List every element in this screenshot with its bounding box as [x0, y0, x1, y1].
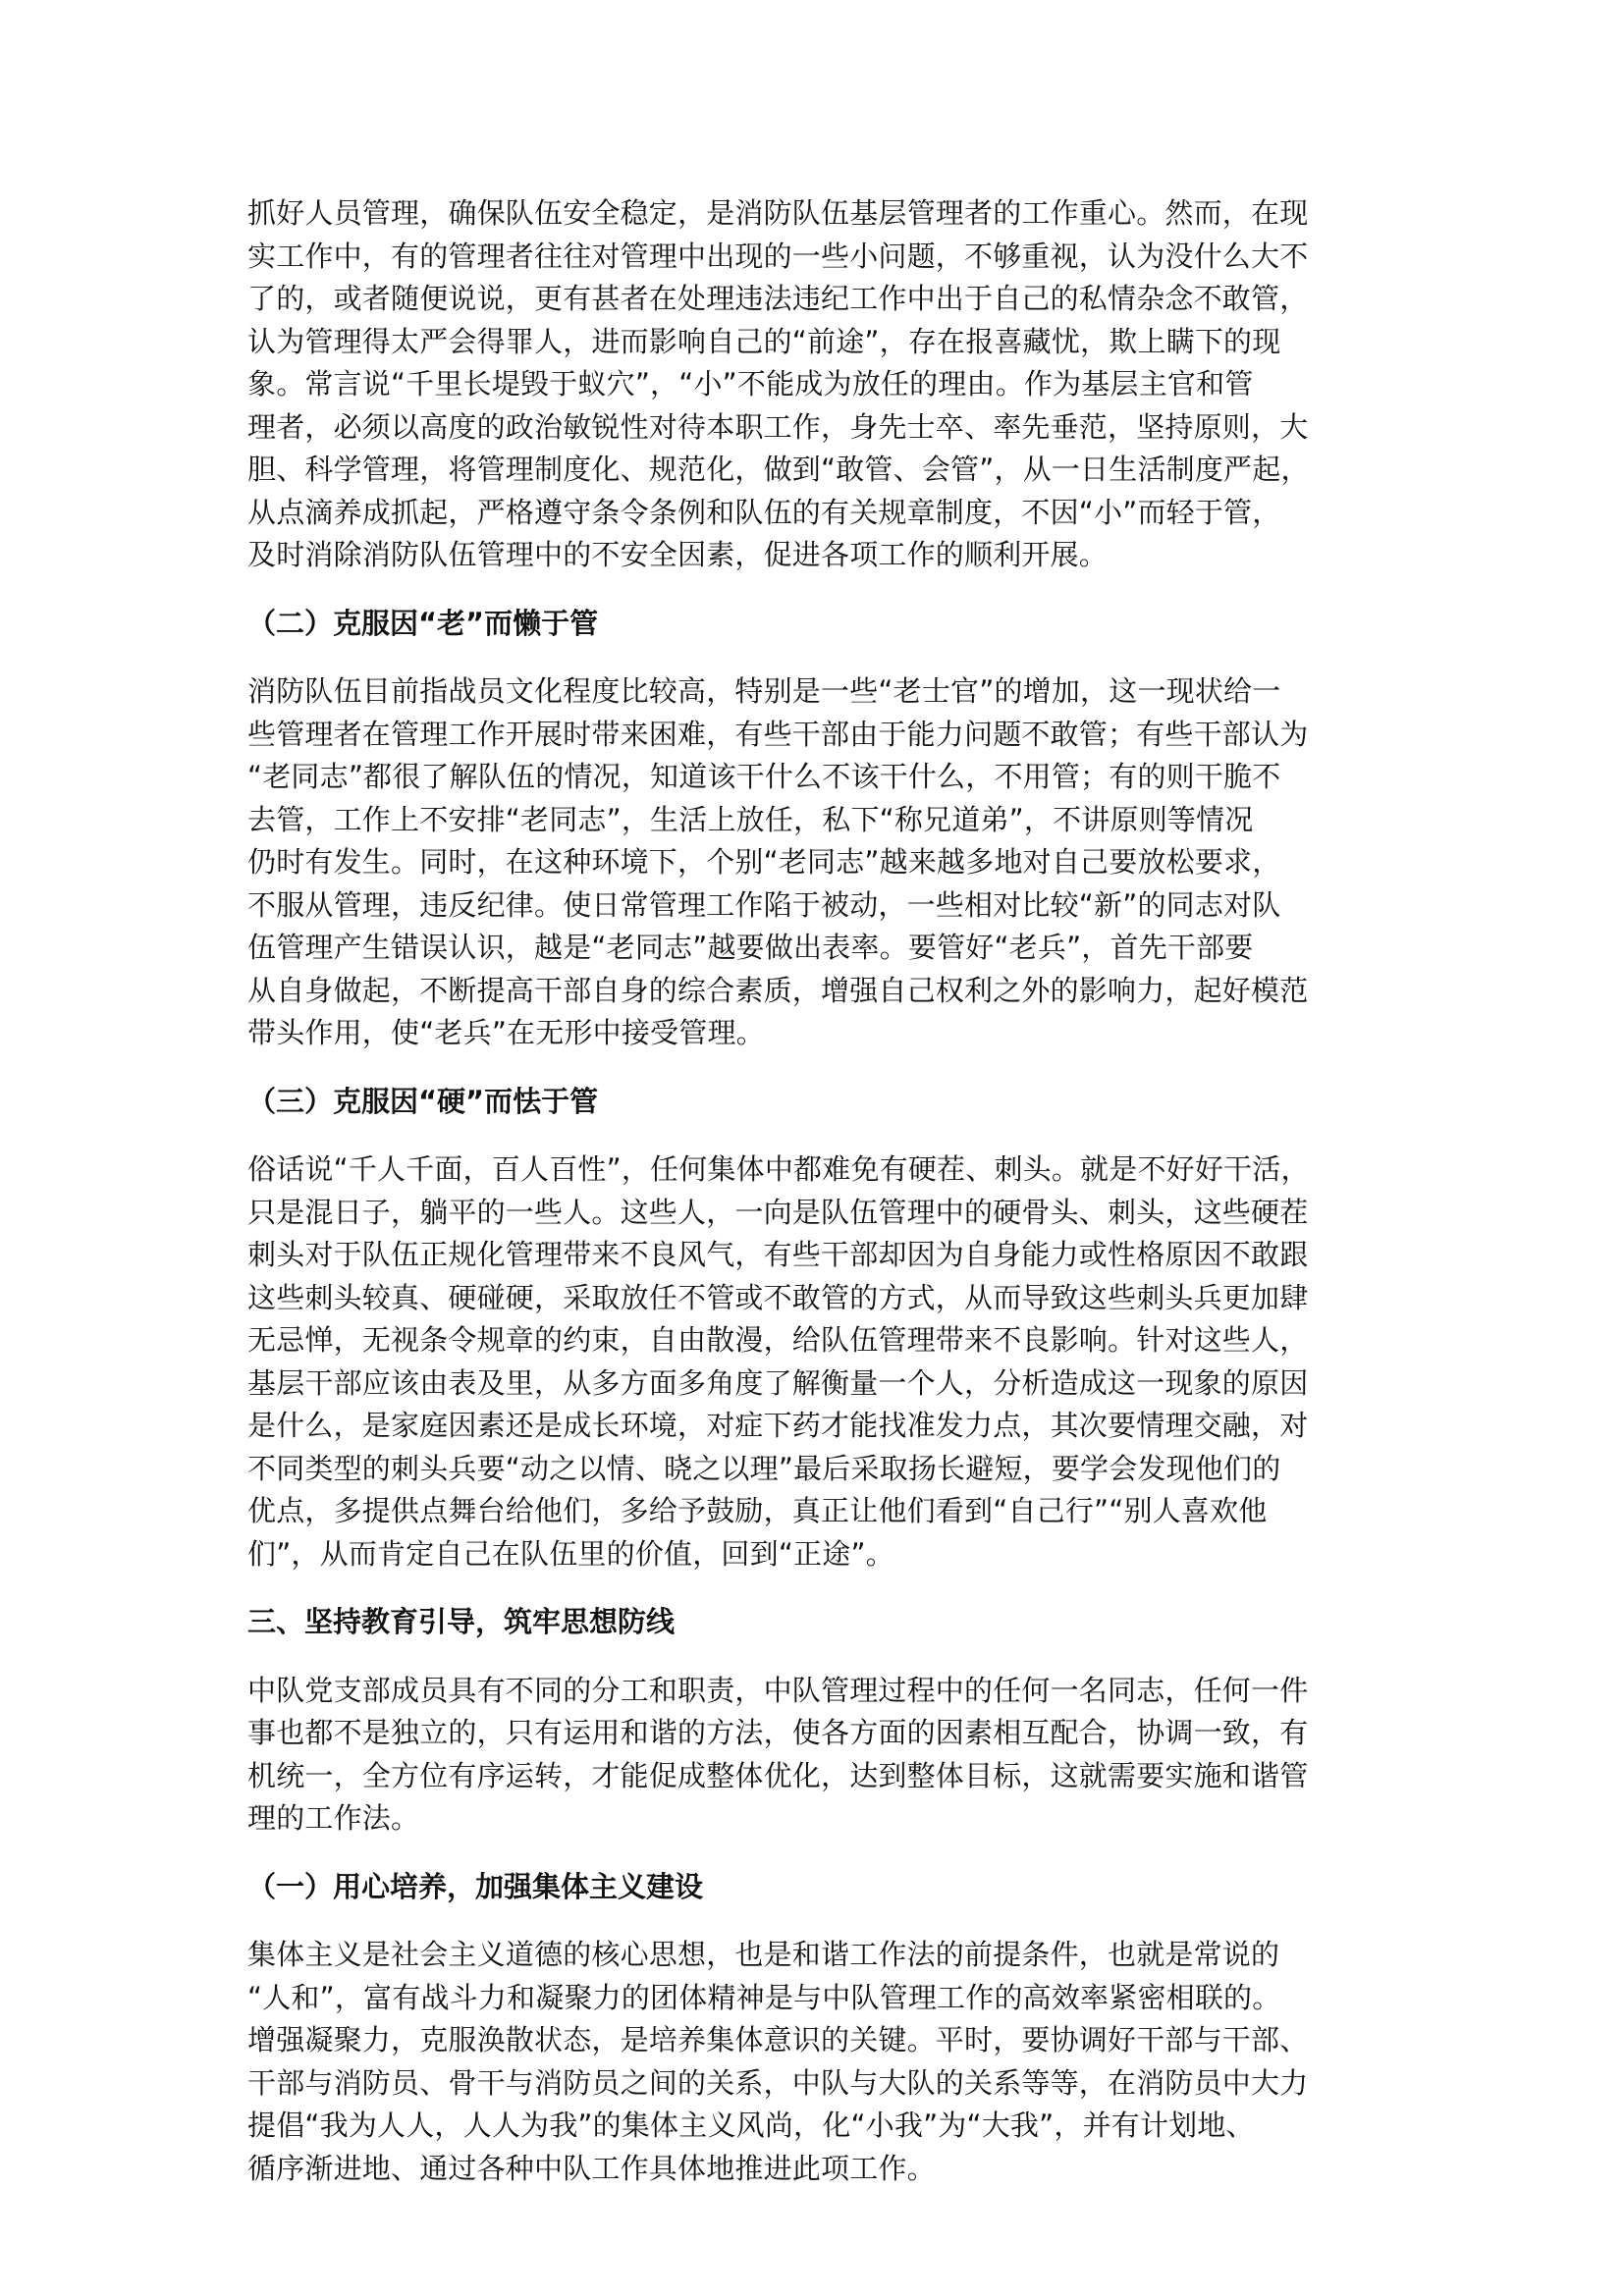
- document-page: [247, 192, 1377, 2190]
- text-line: 们”，从而肯定自己在队伍里的价值，回到“正途”。: [247, 1536, 894, 1571]
- text-line: 基层干部应该由表及里，从多方面多角度了解衡量一个人，分析造成这一现象的原因: [247, 1365, 1309, 1400]
- text-line: 及时消除消防队伍管理中的不安全因素，促进各项工作的顺利开展。: [247, 538, 1109, 571]
- text-line: 不同类型的刺头兵要“动之以情、晓之以理”最后采取扬长避短，要学会发现他们的: [247, 1451, 1281, 1485]
- text-line: 些管理者在管理工作开展时带来困难，有些干部由于能力问题不敢管；有些干部认为: [247, 717, 1309, 751]
- text-line: 机统一，全方位有序运转，才能促成整体优化，达到整体目标，这就需要实施和谐管: [247, 1758, 1309, 1792]
- text-line: 这些刺头较真、硬碰硬，采取放任不管或不敢管的方式，从而导致这些刺头兵更加肆: [247, 1280, 1309, 1314]
- text-line: 从点滴养成抓起，严格遵守条令条例和队伍的有关规章制度，不因“小”而轻于管，: [247, 495, 1281, 529]
- text-line: 抓好人员管理，确保队伍安全稳定，是消防队伍基层管理者的工作重心。然而，在现: [247, 196, 1309, 230]
- text-line: 了的，或者随便说说，更有甚者在处理违法违纪工作中出于自己的私情杂念不敢管，: [247, 282, 1309, 315]
- text-line: 认为管理得太严会得罪人，进而影响自己的“前途”，存在报喜藏忧，欺上瞒下的现: [247, 324, 1281, 358]
- text-line: 循序渐进地、通过各种中队工作具体地推进此项工作。: [247, 2151, 936, 2185]
- text-line: 俗话说“千人千面，百人百性”，任何集体中都难免有硬茬、刺头。就是不好好干活，: [247, 1152, 1310, 1186]
- paragraph-collectivism: [247, 1934, 1377, 2190]
- text-line: 伍管理产生错误认识，越是“老同志”越要做出表率。要管好“老兵”，首先干部要: [247, 931, 1254, 964]
- text-line: 只是混日子，躺平的一些人。这些人，一向是队伍管理中的硬骨头、刺头，这些硬茬: [247, 1195, 1309, 1229]
- text-line: 象。常言说“千里长堤毁于蚁穴”，“小”不能成为放任的理由。作为基层主官和管: [247, 367, 1254, 400]
- paragraph-party-branch: [247, 1670, 1377, 1841]
- text-line: 干部与消防员、骨干与消防员之间的关系，中队与大队的关系等等，在消防员中大力: [247, 2065, 1309, 2100]
- section-heading-education: 三、坚持教育引导，筑牢思想防线: [247, 1605, 676, 1638]
- text-line: 消防队伍目前指战员文化程度比较高，特别是一些“老士官”的增加，这一现状给一: [247, 674, 1281, 708]
- text-line: 理者，必须以高度的政治敏锐性对待本职工作，身先士卒、率先垂范，坚持原则，大: [247, 409, 1309, 444]
- text-line: 理的工作法。: [247, 1801, 420, 1835]
- text-line: 胆、科学管理，将管理制度化、规范化，做到“敢管、会管”，从一日生活制度严起，: [247, 453, 1310, 486]
- text-line: 仍时有发生。同时，在这种环境下，个别“老同志”越来越多地对自己要放松要求，: [247, 845, 1281, 879]
- text-line: 提倡“我为人人，人人为我”的集体主义风尚，化“小我”为“大我”，并有计划地、: [247, 2109, 1255, 2142]
- text-line: “人和”，富有战斗力和凝聚力的团体精神是与中队管理工作的高效率紧密相联的。: [247, 1980, 1281, 2014]
- text-line: 去管，工作上不安排“老同志”，生活上放任，私下“称兄道弟”，不讲原则等情况: [247, 802, 1254, 836]
- text-line: 集体主义是社会主义道德的核心思想，也是和谐工作法的前提条件，也就是常说的: [247, 1938, 1280, 1971]
- section-heading-collectivism: （一）用心培养，加强集体主义建设: [247, 1869, 704, 1903]
- text-line: 是什么，是家庭因素还是成长环境，对症下药才能找准发力点，其次要情理交融，对: [247, 1409, 1309, 1442]
- text-line: 刺头对于队伍正规化管理带来不良风气，有些干部却因为自身能力或性格原因不敢跟: [247, 1238, 1309, 1271]
- text-line: 从自身做起，不断提高干部自身的综合素质，增强自己权利之外的影响力，起好模范: [247, 973, 1309, 1007]
- text-line: 实工作中，有的管理者往往对管理中出现的一些小问题，不够重视，认为没什么大不: [247, 239, 1309, 273]
- text-line: 不服从管理，违反纪律。使日常管理工作陷于被动，一些相对比较“新”的同志对队: [247, 887, 1281, 922]
- paragraph-old-soldiers: [247, 670, 1377, 1055]
- paragraph-personnel-management: [247, 192, 1377, 577]
- paragraph-hard-cases: [247, 1148, 1377, 1575]
- text-line: “老同志”都很了解队伍的情况，知道该干什么不该干什么，不用管；有的则干脆不: [247, 760, 1281, 793]
- text-line: 增强凝聚力，克服涣散状态，是培养集体意识的关键。平时，要协调好干部与干部、: [247, 2023, 1309, 2056]
- section-heading-hard: （三）克服因“硬”而怯于管: [247, 1084, 599, 1118]
- text-line: 优点，多提供点舞台给他们，多给予鼓励，真正让他们看到“自己行”“别人喜欢他: [247, 1494, 1268, 1527]
- section-heading-old: （二）克服因“老”而懒于管: [247, 606, 599, 640]
- text-line: 无忌惮，无视条令规章的约束，自由散漫，给队伍管理带来不良影响。针对这些人，: [247, 1323, 1309, 1357]
- text-line: 带头作用，使“老兵”在无形中接受管理。: [247, 1016, 765, 1049]
- text-line: 中队党支部成员具有不同的分工和职责，中队管理过程中的任何一名同志，任何一件: [247, 1673, 1309, 1707]
- text-line: 事也都不是独立的，只有运用和谐的方法，使各方面的因素相互配合，协调一致，有: [247, 1716, 1309, 1749]
